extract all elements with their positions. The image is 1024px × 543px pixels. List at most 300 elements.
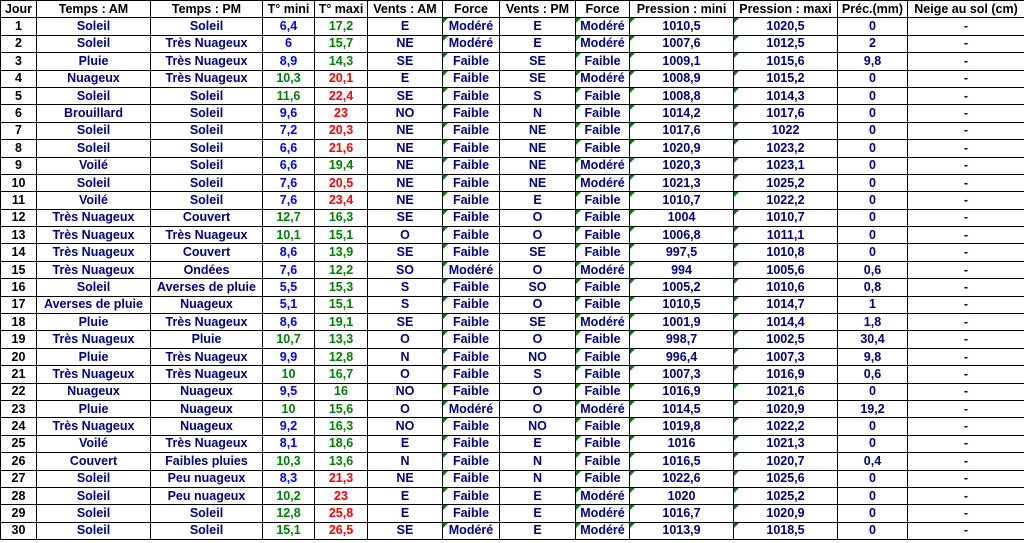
cell-pression-maxi[interactable]: 1018,5	[734, 522, 838, 539]
cell-force-pm[interactable]: Faible	[576, 453, 630, 470]
cell-force-am[interactable]: Faible	[443, 209, 500, 226]
cell-pression-mini[interactable]: 1008,9	[630, 70, 734, 87]
cell-force-pm[interactable]: Modéré	[576, 487, 630, 504]
cell-pression-maxi[interactable]: 1014,7	[734, 296, 838, 313]
cell-pression-maxi[interactable]: 1014,4	[734, 314, 838, 331]
cell-pression-maxi[interactable]: 1012,5	[734, 35, 838, 52]
cell-temps-am[interactable]: Soleil	[37, 487, 151, 504]
cell-temp-maxi[interactable]: 23	[315, 105, 368, 122]
cell-vent-am[interactable]: NE	[368, 192, 443, 209]
cell-pression-mini[interactable]: 1010,5	[630, 18, 734, 35]
cell-vent-pm[interactable]: E	[500, 192, 576, 209]
cell-jour[interactable]: 10	[1, 174, 37, 191]
cell-precipitation[interactable]: 0	[838, 383, 908, 400]
cell-pression-maxi[interactable]: 1022	[734, 122, 838, 139]
cell-pression-mini[interactable]: 1017,6	[630, 122, 734, 139]
cell-temps-pm[interactable]: Nuageux	[151, 418, 263, 435]
cell-vent-pm[interactable]: NE	[500, 140, 576, 157]
cell-temp-mini[interactable]: 5,5	[263, 279, 315, 296]
cell-neige[interactable]: -	[908, 366, 1024, 383]
cell-pression-maxi[interactable]: 1025,2	[734, 487, 838, 504]
cell-force-am[interactable]: Modéré	[443, 261, 500, 278]
cell-vent-pm[interactable]: O	[500, 331, 576, 348]
cell-pression-mini[interactable]: 1004	[630, 209, 734, 226]
cell-vent-am[interactable]: E	[368, 18, 443, 35]
cell-precipitation[interactable]: 0	[838, 70, 908, 87]
cell-jour[interactable]: 28	[1, 487, 37, 504]
cell-neige[interactable]: -	[908, 400, 1024, 417]
cell-force-pm[interactable]: Faible	[576, 192, 630, 209]
cell-neige[interactable]: -	[908, 331, 1024, 348]
cell-temps-am[interactable]: Nuageux	[37, 70, 151, 87]
cell-temps-am[interactable]: Pluie	[37, 314, 151, 331]
cell-vent-pm[interactable]: S	[500, 366, 576, 383]
cell-force-am[interactable]: Faible	[443, 157, 500, 174]
cell-temps-am[interactable]: Soleil	[37, 18, 151, 35]
cell-temps-pm[interactable]: Soleil	[151, 105, 263, 122]
cell-pression-mini[interactable]: 1021,3	[630, 174, 734, 191]
cell-temps-pm[interactable]: Soleil	[151, 192, 263, 209]
cell-vent-am[interactable]: E	[368, 505, 443, 522]
cell-jour[interactable]: 27	[1, 470, 37, 487]
cell-jour[interactable]: 7	[1, 122, 37, 139]
cell-precipitation[interactable]: 0	[838, 244, 908, 261]
cell-precipitation[interactable]: 0	[838, 227, 908, 244]
cell-neige[interactable]: -	[908, 505, 1024, 522]
cell-temp-maxi[interactable]: 16,3	[315, 209, 368, 226]
cell-neige[interactable]: -	[908, 348, 1024, 365]
cell-temps-pm[interactable]: Pluie	[151, 331, 263, 348]
cell-neige[interactable]: -	[908, 209, 1024, 226]
cell-precipitation[interactable]: 0	[838, 157, 908, 174]
cell-force-pm[interactable]: Faible	[576, 366, 630, 383]
cell-temp-maxi[interactable]: 16,3	[315, 418, 368, 435]
cell-temp-mini[interactable]: 6,6	[263, 140, 315, 157]
cell-vent-am[interactable]: NO	[368, 105, 443, 122]
cell-pression-maxi[interactable]: 1023,1	[734, 157, 838, 174]
cell-vent-am[interactable]: SE	[368, 53, 443, 70]
cell-force-pm[interactable]: Modéré	[576, 35, 630, 52]
cell-temp-maxi[interactable]: 15,7	[315, 35, 368, 52]
cell-vent-pm[interactable]: SE	[500, 314, 576, 331]
cell-vent-am[interactable]: NE	[368, 140, 443, 157]
cell-jour[interactable]: 14	[1, 244, 37, 261]
cell-vent-pm[interactable]: NE	[500, 157, 576, 174]
cell-temp-mini[interactable]: 5,1	[263, 296, 315, 313]
cell-force-am[interactable]: Modéré	[443, 400, 500, 417]
cell-neige[interactable]: -	[908, 105, 1024, 122]
header-temp-maxi[interactable]: T° maxi	[315, 1, 368, 18]
cell-pression-mini[interactable]: 996,4	[630, 348, 734, 365]
cell-neige[interactable]: -	[908, 470, 1024, 487]
cell-temps-pm[interactable]: Nuageux	[151, 383, 263, 400]
header-vents-pm[interactable]: Vents : PM	[500, 1, 576, 18]
cell-vent-am[interactable]: S	[368, 296, 443, 313]
cell-force-pm[interactable]: Modéré	[576, 18, 630, 35]
cell-temps-am[interactable]: Voilé	[37, 435, 151, 452]
cell-temps-pm[interactable]: Soleil	[151, 18, 263, 35]
cell-temp-mini[interactable]: 10,7	[263, 331, 315, 348]
cell-precipitation[interactable]: 0	[838, 209, 908, 226]
cell-temps-am[interactable]: Très Nuageux	[37, 261, 151, 278]
cell-pression-mini[interactable]: 1020,3	[630, 157, 734, 174]
cell-temps-pm[interactable]: Soleil	[151, 505, 263, 522]
cell-force-pm[interactable]: Modéré	[576, 314, 630, 331]
cell-temp-mini[interactable]: 10	[263, 366, 315, 383]
cell-precipitation[interactable]: 0,8	[838, 279, 908, 296]
cell-pression-mini[interactable]: 1009,1	[630, 53, 734, 70]
cell-temps-am[interactable]: Très Nuageux	[37, 331, 151, 348]
cell-temp-mini[interactable]: 12,8	[263, 505, 315, 522]
cell-vent-am[interactable]: S	[368, 279, 443, 296]
cell-pression-maxi[interactable]: 1023,2	[734, 140, 838, 157]
cell-force-pm[interactable]: Faible	[576, 244, 630, 261]
header-force-pm[interactable]: Force	[576, 1, 630, 18]
cell-temps-pm[interactable]: Soleil	[151, 522, 263, 539]
cell-force-am[interactable]: Modéré	[443, 522, 500, 539]
cell-vent-pm[interactable]: SO	[500, 279, 576, 296]
cell-force-am[interactable]: Faible	[443, 122, 500, 139]
header-pression-maxi[interactable]: Pression : maxi	[734, 1, 838, 18]
cell-vent-pm[interactable]: SE	[500, 70, 576, 87]
cell-vent-am[interactable]: O	[368, 331, 443, 348]
cell-vent-am[interactable]: SE	[368, 314, 443, 331]
cell-temp-maxi[interactable]: 15,6	[315, 400, 368, 417]
cell-temps-am[interactable]: Soleil	[37, 470, 151, 487]
cell-temps-am[interactable]: Averses de pluie	[37, 296, 151, 313]
cell-neige[interactable]: -	[908, 18, 1024, 35]
cell-temps-pm[interactable]: Très Nuageux	[151, 53, 263, 70]
cell-force-pm[interactable]: Faible	[576, 140, 630, 157]
cell-vent-pm[interactable]: E	[500, 505, 576, 522]
cell-force-pm[interactable]: Modéré	[576, 261, 630, 278]
cell-force-pm[interactable]: Faible	[576, 105, 630, 122]
cell-force-am[interactable]: Faible	[443, 296, 500, 313]
cell-neige[interactable]: -	[908, 35, 1024, 52]
cell-precipitation[interactable]: 9,8	[838, 348, 908, 365]
cell-temps-pm[interactable]: Soleil	[151, 122, 263, 139]
cell-neige[interactable]: -	[908, 140, 1024, 157]
cell-pression-maxi[interactable]: 1015,2	[734, 70, 838, 87]
cell-temps-am[interactable]: Couvert	[37, 453, 151, 470]
cell-neige[interactable]: -	[908, 435, 1024, 452]
cell-vent-am[interactable]: NE	[368, 35, 443, 52]
cell-temps-am[interactable]: Très Nuageux	[37, 227, 151, 244]
header-precipitation[interactable]: Préc.(mm)	[838, 1, 908, 18]
header-vents-am[interactable]: Vents : AM	[368, 1, 443, 18]
cell-pression-maxi[interactable]: 1025,2	[734, 174, 838, 191]
cell-neige[interactable]: -	[908, 174, 1024, 191]
cell-vent-am[interactable]: E	[368, 70, 443, 87]
cell-precipitation[interactable]: 0	[838, 522, 908, 539]
cell-neige[interactable]: -	[908, 192, 1024, 209]
cell-vent-pm[interactable]: S	[500, 87, 576, 104]
cell-force-pm[interactable]: Faible	[576, 296, 630, 313]
cell-force-pm[interactable]: Faible	[576, 348, 630, 365]
cell-temps-pm[interactable]: Faibles pluies	[151, 453, 263, 470]
cell-temps-am[interactable]: Soleil	[37, 122, 151, 139]
cell-temp-mini[interactable]: 6	[263, 35, 315, 52]
cell-force-am[interactable]: Faible	[443, 105, 500, 122]
cell-pression-maxi[interactable]: 1022,2	[734, 418, 838, 435]
cell-pression-mini[interactable]: 1014,2	[630, 105, 734, 122]
cell-neige[interactable]: -	[908, 453, 1024, 470]
cell-jour[interactable]: 6	[1, 105, 37, 122]
header-temps-pm[interactable]: Temps : PM	[151, 1, 263, 18]
cell-jour[interactable]: 25	[1, 435, 37, 452]
cell-jour[interactable]: 2	[1, 35, 37, 52]
cell-temps-am[interactable]: Soleil	[37, 279, 151, 296]
cell-temp-mini[interactable]: 8,1	[263, 435, 315, 452]
cell-temps-am[interactable]: Brouillard	[37, 105, 151, 122]
cell-temp-maxi[interactable]: 12,8	[315, 348, 368, 365]
cell-precipitation[interactable]: 0	[838, 418, 908, 435]
cell-pression-maxi[interactable]: 1002,5	[734, 331, 838, 348]
cell-temp-mini[interactable]: 8,6	[263, 314, 315, 331]
cell-jour[interactable]: 26	[1, 453, 37, 470]
cell-temps-pm[interactable]: Peu nuageux	[151, 470, 263, 487]
cell-pression-maxi[interactable]: 1015,6	[734, 53, 838, 70]
cell-pression-mini[interactable]: 1014,5	[630, 400, 734, 417]
cell-vent-am[interactable]: SO	[368, 261, 443, 278]
cell-temp-mini[interactable]: 8,6	[263, 244, 315, 261]
cell-pression-mini[interactable]: 1007,6	[630, 35, 734, 52]
cell-pression-mini[interactable]: 1010,7	[630, 192, 734, 209]
cell-temps-pm[interactable]: Soleil	[151, 140, 263, 157]
cell-vent-am[interactable]: N	[368, 348, 443, 365]
cell-force-am[interactable]: Faible	[443, 227, 500, 244]
cell-temps-pm[interactable]: Très Nuageux	[151, 435, 263, 452]
cell-temps-am[interactable]: Pluie	[37, 400, 151, 417]
cell-temp-maxi[interactable]: 19,1	[315, 314, 368, 331]
cell-temps-am[interactable]: Soleil	[37, 35, 151, 52]
cell-temps-pm[interactable]: Très Nuageux	[151, 314, 263, 331]
cell-precipitation[interactable]: 0	[838, 122, 908, 139]
cell-pression-mini[interactable]: 1007,3	[630, 366, 734, 383]
cell-force-pm[interactable]: Modéré	[576, 400, 630, 417]
cell-jour[interactable]: 13	[1, 227, 37, 244]
cell-vent-am[interactable]: SE	[368, 244, 443, 261]
cell-precipitation[interactable]: 0,6	[838, 261, 908, 278]
cell-pression-mini[interactable]: 1001,9	[630, 314, 734, 331]
cell-neige[interactable]: -	[908, 296, 1024, 313]
cell-temp-mini[interactable]: 7,6	[263, 174, 315, 191]
cell-pression-mini[interactable]: 1016,5	[630, 453, 734, 470]
cell-force-am[interactable]: Faible	[443, 505, 500, 522]
cell-temp-mini[interactable]: 15,1	[263, 522, 315, 539]
cell-pression-maxi[interactable]: 1014,3	[734, 87, 838, 104]
cell-neige[interactable]: -	[908, 522, 1024, 539]
cell-vent-am[interactable]: SE	[368, 87, 443, 104]
cell-vent-pm[interactable]: NE	[500, 122, 576, 139]
cell-vent-pm[interactable]: NE	[500, 174, 576, 191]
cell-jour[interactable]: 4	[1, 70, 37, 87]
cell-temp-maxi[interactable]: 20,1	[315, 70, 368, 87]
cell-temp-mini[interactable]: 10	[263, 400, 315, 417]
cell-temp-maxi[interactable]: 13,3	[315, 331, 368, 348]
cell-vent-am[interactable]: E	[368, 435, 443, 452]
cell-precipitation[interactable]: 0	[838, 435, 908, 452]
cell-temp-mini[interactable]: 7,6	[263, 261, 315, 278]
cell-force-am[interactable]: Faible	[443, 314, 500, 331]
cell-temp-mini[interactable]: 11,6	[263, 87, 315, 104]
cell-jour[interactable]: 22	[1, 383, 37, 400]
cell-jour[interactable]: 5	[1, 87, 37, 104]
cell-temps-pm[interactable]: Soleil	[151, 174, 263, 191]
cell-vent-pm[interactable]: SE	[500, 53, 576, 70]
cell-vent-pm[interactable]: E	[500, 522, 576, 539]
cell-jour[interactable]: 3	[1, 53, 37, 70]
cell-temps-pm[interactable]: Très Nuageux	[151, 35, 263, 52]
cell-neige[interactable]: -	[908, 53, 1024, 70]
cell-temp-maxi[interactable]: 13,9	[315, 244, 368, 261]
cell-temps-pm[interactable]: Très Nuageux	[151, 348, 263, 365]
cell-force-am[interactable]: Faible	[443, 418, 500, 435]
cell-neige[interactable]: -	[908, 314, 1024, 331]
cell-pression-mini[interactable]: 1010,5	[630, 296, 734, 313]
cell-temps-pm[interactable]: Soleil	[151, 157, 263, 174]
cell-temp-mini[interactable]: 7,2	[263, 122, 315, 139]
cell-temp-maxi[interactable]: 18,6	[315, 435, 368, 452]
cell-force-pm[interactable]: Modéré	[576, 70, 630, 87]
cell-neige[interactable]: -	[908, 244, 1024, 261]
cell-temp-mini[interactable]: 9,5	[263, 383, 315, 400]
cell-precipitation[interactable]: 0	[838, 192, 908, 209]
cell-vent-am[interactable]: SE	[368, 522, 443, 539]
cell-neige[interactable]: -	[908, 279, 1024, 296]
cell-force-am[interactable]: Faible	[443, 470, 500, 487]
cell-precipitation[interactable]: 19,2	[838, 400, 908, 417]
cell-jour[interactable]: 21	[1, 366, 37, 383]
cell-temp-maxi[interactable]: 16,7	[315, 366, 368, 383]
cell-temps-pm[interactable]: Soleil	[151, 87, 263, 104]
cell-pression-maxi[interactable]: 1010,7	[734, 209, 838, 226]
cell-pression-mini[interactable]: 1020,9	[630, 140, 734, 157]
cell-force-am[interactable]: Faible	[443, 87, 500, 104]
cell-precipitation[interactable]: 0	[838, 140, 908, 157]
cell-force-am[interactable]: Faible	[443, 70, 500, 87]
cell-temps-am[interactable]: Pluie	[37, 348, 151, 365]
cell-precipitation[interactable]: 0,4	[838, 453, 908, 470]
cell-temps-am[interactable]: Soleil	[37, 505, 151, 522]
cell-temps-pm[interactable]: Couvert	[151, 209, 263, 226]
cell-precipitation[interactable]: 0,6	[838, 366, 908, 383]
cell-force-pm[interactable]: Faible	[576, 435, 630, 452]
cell-jour[interactable]: 17	[1, 296, 37, 313]
cell-temps-am[interactable]: Nuageux	[37, 383, 151, 400]
cell-vent-am[interactable]: N	[368, 453, 443, 470]
cell-precipitation[interactable]: 2	[838, 35, 908, 52]
cell-force-am[interactable]: Faible	[443, 174, 500, 191]
cell-vent-pm[interactable]: N	[500, 453, 576, 470]
header-neige[interactable]: Neige au sol (cm)	[908, 1, 1024, 18]
cell-pression-maxi[interactable]: 1020,9	[734, 505, 838, 522]
cell-force-am[interactable]: Faible	[443, 383, 500, 400]
header-force-am[interactable]: Force	[443, 1, 500, 18]
cell-force-pm[interactable]: Faible	[576, 87, 630, 104]
cell-precipitation[interactable]: 0	[838, 470, 908, 487]
cell-temps-am[interactable]: Très Nuageux	[37, 418, 151, 435]
cell-jour[interactable]: 24	[1, 418, 37, 435]
cell-temp-mini[interactable]: 9,2	[263, 418, 315, 435]
cell-pression-mini[interactable]: 1013,9	[630, 522, 734, 539]
cell-pression-mini[interactable]: 1016	[630, 435, 734, 452]
cell-temp-maxi[interactable]: 15,3	[315, 279, 368, 296]
cell-temp-mini[interactable]: 10,3	[263, 453, 315, 470]
cell-vent-pm[interactable]: O	[500, 227, 576, 244]
cell-neige[interactable]: -	[908, 227, 1024, 244]
cell-vent-pm[interactable]: N	[500, 470, 576, 487]
cell-jour[interactable]: 16	[1, 279, 37, 296]
cell-jour[interactable]: 29	[1, 505, 37, 522]
cell-pression-mini[interactable]: 994	[630, 261, 734, 278]
cell-temps-am[interactable]: Très Nuageux	[37, 366, 151, 383]
cell-temps-am[interactable]: Soleil	[37, 140, 151, 157]
cell-precipitation[interactable]: 0	[838, 18, 908, 35]
cell-force-pm[interactable]: Faible	[576, 418, 630, 435]
cell-jour[interactable]: 11	[1, 192, 37, 209]
cell-pression-mini[interactable]: 1019,8	[630, 418, 734, 435]
cell-vent-pm[interactable]: SE	[500, 244, 576, 261]
cell-jour[interactable]: 30	[1, 522, 37, 539]
cell-force-pm[interactable]: Modéré	[576, 505, 630, 522]
cell-precipitation[interactable]: 0	[838, 505, 908, 522]
cell-force-pm[interactable]: Faible	[576, 122, 630, 139]
cell-jour[interactable]: 23	[1, 400, 37, 417]
cell-pression-mini[interactable]: 1005,2	[630, 279, 734, 296]
cell-temps-pm[interactable]: Peu nuageux	[151, 487, 263, 504]
cell-vent-pm[interactable]: O	[500, 296, 576, 313]
cell-pression-maxi[interactable]: 1011,1	[734, 227, 838, 244]
cell-force-am[interactable]: Faible	[443, 366, 500, 383]
cell-vent-am[interactable]: NE	[368, 470, 443, 487]
cell-precipitation[interactable]: 0	[838, 105, 908, 122]
cell-neige[interactable]: -	[908, 383, 1024, 400]
cell-pression-maxi[interactable]: 1020,5	[734, 18, 838, 35]
cell-vent-pm[interactable]: N	[500, 105, 576, 122]
cell-temps-pm[interactable]: Ondées	[151, 261, 263, 278]
cell-temps-pm[interactable]: Très Nuageux	[151, 70, 263, 87]
cell-temps-am[interactable]: Voilé	[37, 192, 151, 209]
cell-temps-am[interactable]: Soleil	[37, 174, 151, 191]
cell-temps-am[interactable]: Très Nuageux	[37, 244, 151, 261]
cell-vent-pm[interactable]: O	[500, 383, 576, 400]
cell-temp-maxi[interactable]: 12,2	[315, 261, 368, 278]
cell-pression-mini[interactable]: 1016,9	[630, 383, 734, 400]
cell-pression-mini[interactable]: 1008,8	[630, 87, 734, 104]
cell-temps-am[interactable]: Très Nuageux	[37, 209, 151, 226]
cell-temp-maxi[interactable]: 14,3	[315, 53, 368, 70]
cell-pression-maxi[interactable]: 1010,6	[734, 279, 838, 296]
cell-force-pm[interactable]: Faible	[576, 227, 630, 244]
cell-temp-mini[interactable]: 10,1	[263, 227, 315, 244]
cell-temp-maxi[interactable]: 19,4	[315, 157, 368, 174]
cell-temp-maxi[interactable]: 25,8	[315, 505, 368, 522]
cell-temps-pm[interactable]: Très Nuageux	[151, 366, 263, 383]
cell-force-am[interactable]: Faible	[443, 435, 500, 452]
cell-temp-mini[interactable]: 10,3	[263, 70, 315, 87]
cell-pression-maxi[interactable]: 1022,2	[734, 192, 838, 209]
cell-temp-maxi[interactable]: 17,2	[315, 18, 368, 35]
cell-jour[interactable]: 19	[1, 331, 37, 348]
cell-temp-maxi[interactable]: 21,3	[315, 470, 368, 487]
cell-neige[interactable]: -	[908, 418, 1024, 435]
cell-precipitation[interactable]: 9,8	[838, 53, 908, 70]
cell-force-pm[interactable]: Faible	[576, 470, 630, 487]
cell-force-am[interactable]: Faible	[443, 192, 500, 209]
cell-force-am[interactable]: Modéré	[443, 18, 500, 35]
cell-temps-pm[interactable]: Très Nuageux	[151, 227, 263, 244]
